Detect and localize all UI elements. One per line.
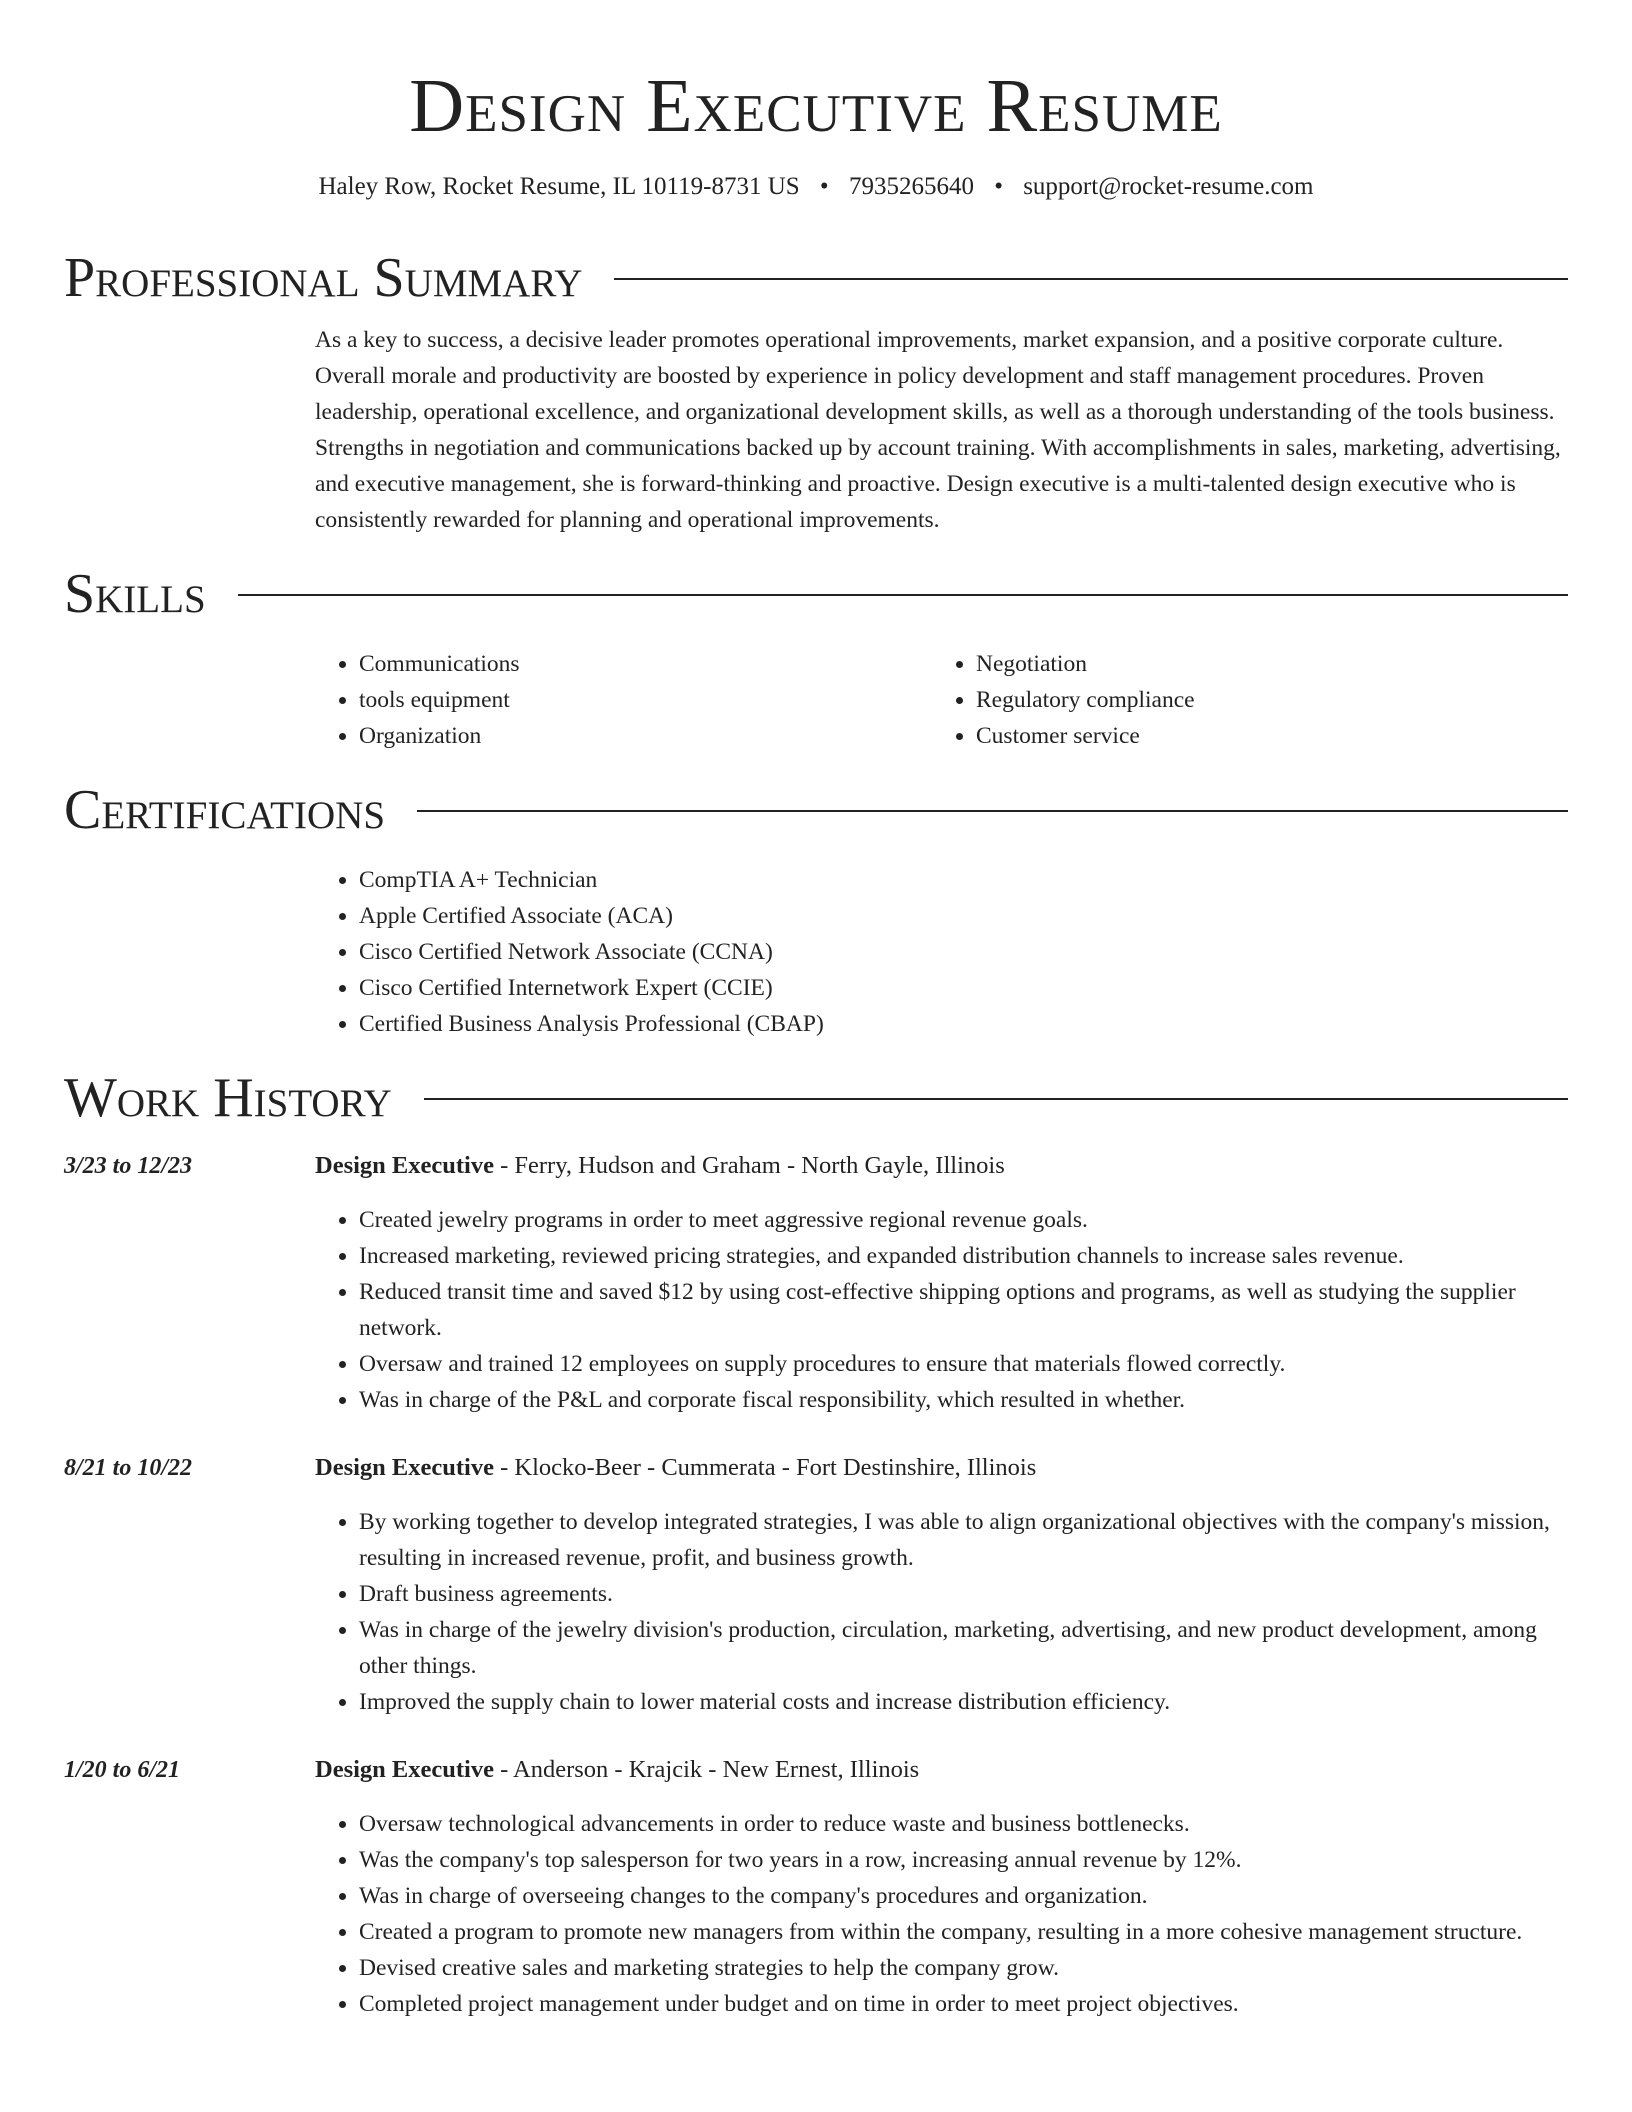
section-divider: [417, 810, 1568, 812]
work-entry: [64, 1752, 1568, 2022]
certifications-section: [315, 862, 1568, 1042]
job-title: Design Executive: [315, 1454, 494, 1481]
certification-item: • Apple Certified Associate (ACA): [359, 898, 1568, 934]
resume-page: [64, 0, 1568, 2022]
job-title-line: [315, 1450, 1568, 1486]
job-bullet: • Oversaw and trained 12 employees on supply procedures to ensure that materials flowed correctly.: [359, 1346, 1568, 1382]
job-employer: - Ferry, Hudson and Graham - North Gayle, Illinois: [493, 1152, 1005, 1179]
resume-title: Design Executive Resume: [409, 64, 1223, 148]
certification-item: • Cisco Certified Internetwork Expert (CCIE): [359, 970, 1568, 1006]
job-bullet: • Increased marketing, reviewed pricing strategies, and expanded distribution channels to increase sales revenue.: [359, 1238, 1568, 1274]
summary-section: [315, 322, 1568, 538]
job-bullet: • Created jewelry programs in order to meet aggressive regional revenue goals.: [359, 1202, 1568, 1238]
job-bullet: • Improved the supply chain to lower material costs and increase distribution efficiency.: [359, 1684, 1568, 1720]
contact-phone: 7935265640: [848, 173, 974, 200]
job-bullet: • Was in charge of the jewelry division's production, circulation, marketing, advertising, and new product development, among other things.: [359, 1612, 1568, 1684]
job-bullet: • Was the company's top salesperson for two years in a row, increasing annual revenue by 12%.: [359, 1842, 1568, 1878]
job-bullet: • Draft business agreements.: [359, 1576, 1568, 1612]
job-title-line: [315, 1148, 1568, 1184]
job-bullet: • Was in charge of the P&L and corporate fiscal responsibility, which resulted in whether.: [359, 1382, 1568, 1418]
job-dates: 3/23 to 12/23: [64, 1153, 193, 1179]
job-title: Design Executive: [315, 1756, 494, 1783]
certification-item: • CompTIA A+ Technician: [359, 862, 1568, 898]
certifications-list: [315, 862, 1568, 1042]
job-bullets: [315, 1202, 1568, 1418]
summary-text: As a key to success, a decisive leader promotes operational improvements, market expansion, and a positive corporate culture. Overall morale and productivity are boosted by experience in policy development and staff management procedures. Proven leadership, operational excellence, and organizational development skills, as well as a thorough understanding of the tools business. Strengths in negotiation and communications backed up by account training. With accomplishments in sales, marketing, advertising, and executive management, she is forward-thinking and proactive. Design executive is a multi-talented design executive who is consistently rewarded for planning and operational improvements.: [315, 327, 1561, 533]
work-entry: [64, 1450, 1568, 1720]
skills-list-right: [932, 646, 1549, 754]
skill-item: • Negotiation: [976, 646, 1549, 682]
certification-item: • Cisco Certified Network Associate (CCNA): [359, 934, 1568, 970]
skills-list-left: [315, 646, 932, 754]
job-body: [315, 1752, 1568, 2022]
certification-item: • Certified Business Analysis Professional (CBAP): [359, 1006, 1568, 1042]
job-bullet: • Reduced transit time and saved $12 by using cost-effective shipping options and programs, as well as studying the supplier network.: [359, 1274, 1568, 1346]
skill-item: • Regulatory compliance: [976, 682, 1549, 718]
summary-heading: Professional Summary: [64, 247, 583, 309]
work-section-header: [64, 1062, 1568, 1134]
job-bullets: [315, 1806, 1568, 2022]
contact-line: [64, 170, 1568, 204]
job-dates: 8/21 to 10/22: [64, 1455, 193, 1481]
job-bullet: • Oversaw technological advancements in order to reduce waste and business bottlenecks.: [359, 1806, 1568, 1842]
summary-section-header: [64, 242, 1568, 314]
skill-item: • Customer service: [976, 718, 1549, 754]
skill-item: • tools equipment: [359, 682, 932, 718]
job-body: [315, 1148, 1568, 1418]
job-bullets: [315, 1504, 1568, 1720]
skills-heading: Skills: [64, 563, 206, 625]
job-dates: 1/20 to 6/21: [64, 1757, 181, 1783]
job-bullet: • Completed project management under budget and on time in order to meet project objectives.: [359, 1986, 1568, 2022]
contact-email: support@rocket-resume.com: [1023, 173, 1314, 200]
contact-separator: •: [819, 173, 829, 200]
certifications-heading: Certifications: [64, 779, 386, 841]
work-heading: Work History: [64, 1067, 392, 1129]
job-bullet: • Created a program to promote new managers from within the company, resulting in a more cohesive management structure.: [359, 1914, 1568, 1950]
section-divider: [424, 1098, 1568, 1100]
job-bullet: • By working together to develop integrated strategies, I was able to align organizational objectives with the company's mission, resulting in increased revenue, profit, and business growth.: [359, 1504, 1568, 1576]
skills-section: [315, 646, 1568, 754]
contact-address: Haley Row, Rocket Resume, IL 10119-8731 US: [318, 173, 800, 200]
skill-item: • Organization: [359, 718, 932, 754]
skills-section-header: [64, 558, 1568, 630]
job-employer: - Anderson - Krajcik - New Ernest, Illinois: [493, 1756, 920, 1783]
job-title-line: [315, 1752, 1568, 1788]
job-body: [315, 1450, 1568, 1720]
work-entry: [64, 1148, 1568, 1418]
skill-item: • Communications: [359, 646, 932, 682]
certifications-section-header: [64, 774, 1568, 846]
job-employer: - Klocko-Beer - Cummerata - Fort Destinshire, Illinois: [493, 1454, 1037, 1481]
job-bullet: • Devised creative sales and marketing strategies to help the company grow.: [359, 1950, 1568, 1986]
skills-grid: [315, 646, 1568, 754]
section-divider: [238, 594, 1568, 596]
job-bullet: • Was in charge of overseeing changes to the company's procedures and organization.: [359, 1878, 1568, 1914]
contact-separator: •: [994, 173, 1003, 200]
job-title: Design Executive: [315, 1152, 494, 1179]
section-divider: [614, 278, 1568, 280]
